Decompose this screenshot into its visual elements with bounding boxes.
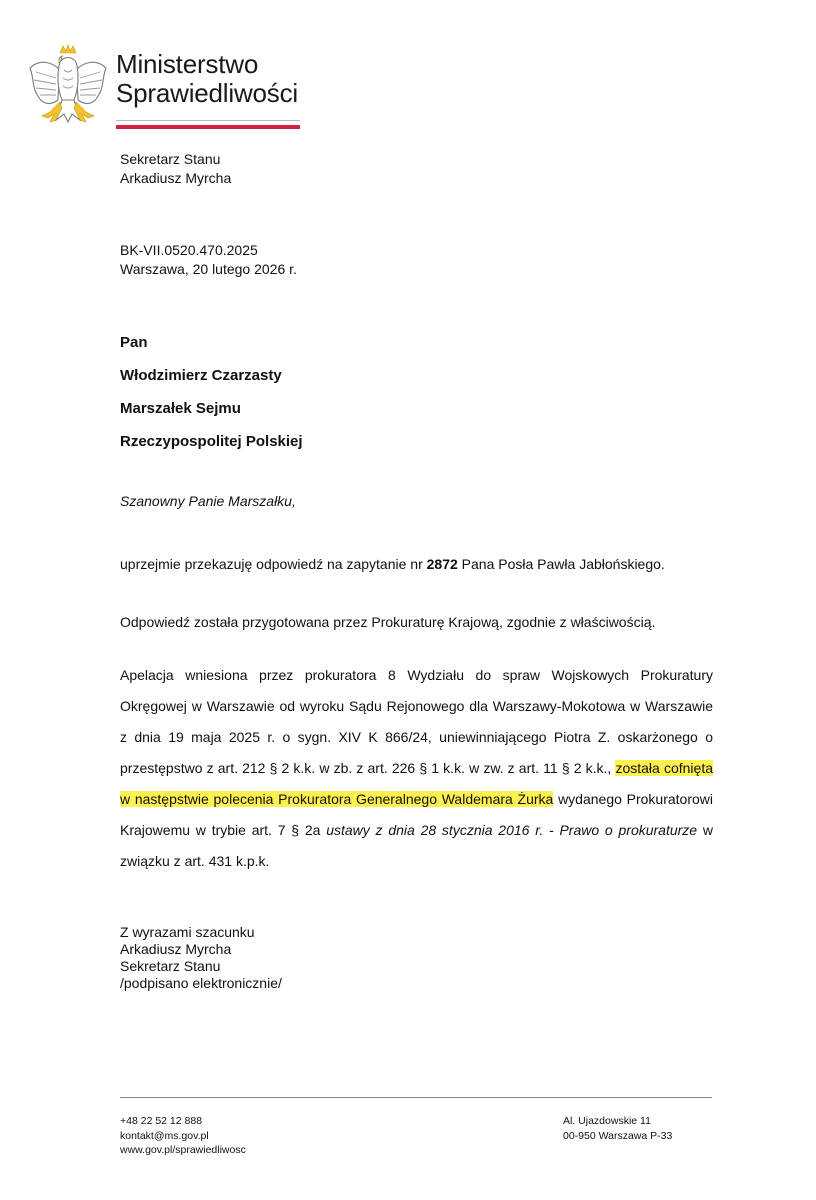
highlighted-text: została cofnięta w następstwie polecenia Prokuratora Generalnego Waldemara Żurka bbox=[120, 760, 713, 807]
reference-number: BK-VII.0520.470.2025 bbox=[120, 242, 258, 258]
place-date: Warszawa, 20 lutego 2026 r. bbox=[120, 261, 297, 277]
signatory-name: Arkadiusz Myrcha bbox=[120, 941, 232, 957]
footer-address-line2: 00-950 Warszawa P-33 bbox=[563, 1129, 673, 1142]
closing-greeting: Z wyrazami szacunku bbox=[120, 924, 255, 940]
paragraph-3-part3: w związku z art. 431 k.p.k. bbox=[120, 822, 713, 869]
paragraph-3-part2: wydanego Prokuratorowi Krajowemu w trybie art. 7 § 2a bbox=[120, 791, 713, 838]
closing-block bbox=[120, 924, 282, 992]
statute-title: ustawy z dnia 28 stycznia 2016 r. - Prawo o prokuraturze bbox=[326, 822, 698, 838]
paragraph-3 bbox=[120, 660, 713, 877]
signature-note: /podpisano elektronicznie/ bbox=[120, 975, 282, 991]
recipient-block bbox=[120, 333, 303, 465]
signatory-title: Sekretarz Stanu bbox=[120, 958, 221, 974]
sender-title: Sekretarz Stanu bbox=[120, 151, 221, 167]
salutation: Szanowny Panie Marszałku, bbox=[120, 493, 296, 509]
paragraph-1-text-before: uprzejmie przekazuję odpowiedź na zapytanie nr bbox=[120, 556, 427, 572]
footer-phone: +48 22 52 12 888 bbox=[120, 1115, 203, 1127]
flag-divider-top-line bbox=[116, 120, 300, 121]
footer-email[interactable]: kontakt@ms.gov.pl bbox=[120, 1129, 209, 1142]
polish-eagle-emblem-icon bbox=[28, 44, 108, 132]
paragraph-2: Odpowiedź została przygotowana przez Prokuraturę Krajową, zgodnie z właściwością. bbox=[120, 614, 656, 630]
paragraph-1 bbox=[120, 555, 713, 574]
flag-divider-red-bar bbox=[116, 125, 300, 129]
paragraph-3-part1: Apelacja wniesiona przez prokuratora 8 Wydziału do spraw Wojskowych Prokuratury Okręgowej w Warszawie od wyroku Sądu Rejonowego dla Warszawy-Mokotowa w Warszawie z dnia 19 maja 2025 r. o sygn. XIV K 866/24, uniewinniającego Piotra Z. oskarżonego o przestępstwo z art. 212 § 2 k.k. w zb. z art. 226 § 1 k.k. w zw. z art. 11 § 2 k.k., bbox=[120, 667, 713, 776]
ministry-name bbox=[116, 50, 298, 108]
footer-website[interactable]: www.gov.pl/sprawiedliwosc bbox=[120, 1144, 246, 1156]
inquiry-number: 2872 bbox=[426, 556, 458, 572]
sender-name: Arkadiusz Myrcha bbox=[120, 170, 232, 186]
flag-divider bbox=[116, 120, 300, 129]
footer-address-line1: Al. Ujazdowskie 11 bbox=[563, 1115, 651, 1127]
recipient-line4: Rzeczypospolitej Polskiej bbox=[120, 433, 303, 450]
footer-divider bbox=[120, 1097, 712, 1098]
ministry-name-line2: Sprawiedliwości bbox=[116, 78, 298, 108]
recipient-line2: Włodzimierz Czarzasty bbox=[120, 367, 282, 384]
sender-block bbox=[120, 150, 231, 188]
reference-block bbox=[120, 241, 297, 279]
recipient-line3: Marszałek Sejmu bbox=[120, 400, 241, 417]
footer-contact bbox=[120, 1114, 246, 1158]
ministry-name-line1: Ministerstwo bbox=[116, 49, 259, 79]
footer-address bbox=[563, 1114, 672, 1143]
recipient-line1: Pan bbox=[120, 334, 148, 351]
paragraph-1-text-after: Pana Posła Pawła Jabłońskiego. bbox=[457, 556, 665, 572]
